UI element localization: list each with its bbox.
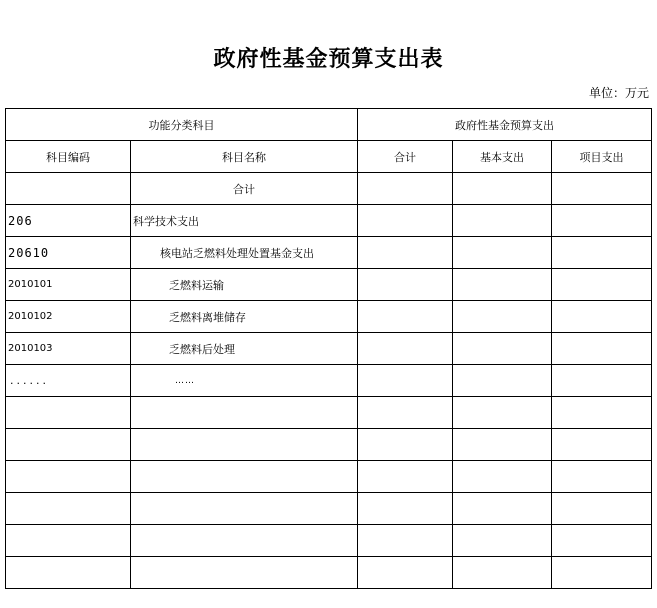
cell-total (358, 397, 453, 429)
cell-name (131, 397, 358, 429)
cell-basic (453, 429, 552, 461)
cell-total (358, 173, 453, 205)
cell-name: 乏燃料离堆储存 (131, 301, 358, 333)
cell-code: ...... (6, 365, 131, 397)
cell-project (552, 173, 652, 205)
cell-code: 206 (6, 205, 131, 237)
header-subject-name: 科目名称 (131, 141, 358, 173)
cell-total (358, 269, 453, 301)
header-subject-code: 科目编码 (6, 141, 131, 173)
cell-name: 科学技术支出 (131, 205, 358, 237)
cell-code: 20610 (6, 237, 131, 269)
cell-project (552, 429, 652, 461)
table-row (6, 397, 652, 429)
cell-code (6, 173, 131, 205)
cell-total (358, 525, 453, 557)
cell-project (552, 397, 652, 429)
cell-project (552, 365, 652, 397)
cell-total (358, 333, 453, 365)
cell-code (6, 461, 131, 493)
cell-name (131, 525, 358, 557)
cell-code (6, 397, 131, 429)
cell-total (358, 429, 453, 461)
table-row-total (6, 173, 652, 205)
cell-basic (453, 173, 552, 205)
table-row (6, 333, 652, 365)
cell-code (6, 525, 131, 557)
table-row (6, 557, 652, 589)
cell-name (131, 557, 358, 589)
cell-basic (453, 397, 552, 429)
header-group-row (6, 109, 652, 141)
cell-basic (453, 301, 552, 333)
page-title: 政府性基金预算支出表 (213, 47, 444, 72)
cell-total (358, 301, 453, 333)
cell-basic (453, 333, 552, 365)
cell-total (358, 365, 453, 397)
cell-total (358, 557, 453, 589)
cell-project (552, 461, 652, 493)
table-row (6, 525, 652, 557)
cell-basic (453, 461, 552, 493)
cell-name: 合计 (131, 173, 358, 205)
header-column-row (6, 141, 652, 173)
table-row (6, 493, 652, 525)
cell-basic (453, 237, 552, 269)
cell-project (552, 525, 652, 557)
cell-basic (453, 365, 552, 397)
cell-basic (453, 525, 552, 557)
cell-basic (453, 205, 552, 237)
table-row (6, 301, 652, 333)
cell-basic (453, 493, 552, 525)
cell-name: 核电站乏燃料处理处置基金支出 (131, 237, 358, 269)
cell-code: 2010102 (6, 301, 131, 333)
cell-name: …… (131, 365, 358, 397)
cell-project (552, 237, 652, 269)
table-row (6, 237, 652, 269)
header-basic-expenditure: 基本支出 (453, 141, 552, 173)
unit-label: 单位：万元 (588, 86, 649, 100)
budget-table (5, 108, 652, 589)
table-row (6, 269, 652, 301)
cell-project (552, 557, 652, 589)
table-row (6, 365, 652, 397)
header-project-expenditure: 项目支出 (552, 141, 652, 173)
cell-total (358, 461, 453, 493)
header-group-functional: 功能分类科目 (6, 109, 358, 141)
cell-project (552, 205, 652, 237)
cell-basic (453, 557, 552, 589)
cell-name (131, 493, 358, 525)
cell-basic (453, 269, 552, 301)
table-row (6, 461, 652, 493)
cell-name (131, 429, 358, 461)
cell-code (6, 429, 131, 461)
cell-total (358, 205, 453, 237)
cell-name (131, 461, 358, 493)
cell-total (358, 237, 453, 269)
table-row (6, 429, 652, 461)
cell-project (552, 269, 652, 301)
table-row (6, 205, 652, 237)
cell-name: 乏燃料后处理 (131, 333, 358, 365)
cell-name: 乏燃料运输 (131, 269, 358, 301)
cell-code (6, 493, 131, 525)
header-group-fund-expenditure: 政府性基金预算支出 (358, 109, 652, 141)
header-total: 合计 (358, 141, 453, 173)
cell-code (6, 557, 131, 589)
cell-project (552, 493, 652, 525)
cell-project (552, 333, 652, 365)
cell-code: 2010103 (6, 333, 131, 365)
cell-code: 2010101 (6, 269, 131, 301)
cell-project (552, 301, 652, 333)
cell-total (358, 493, 453, 525)
